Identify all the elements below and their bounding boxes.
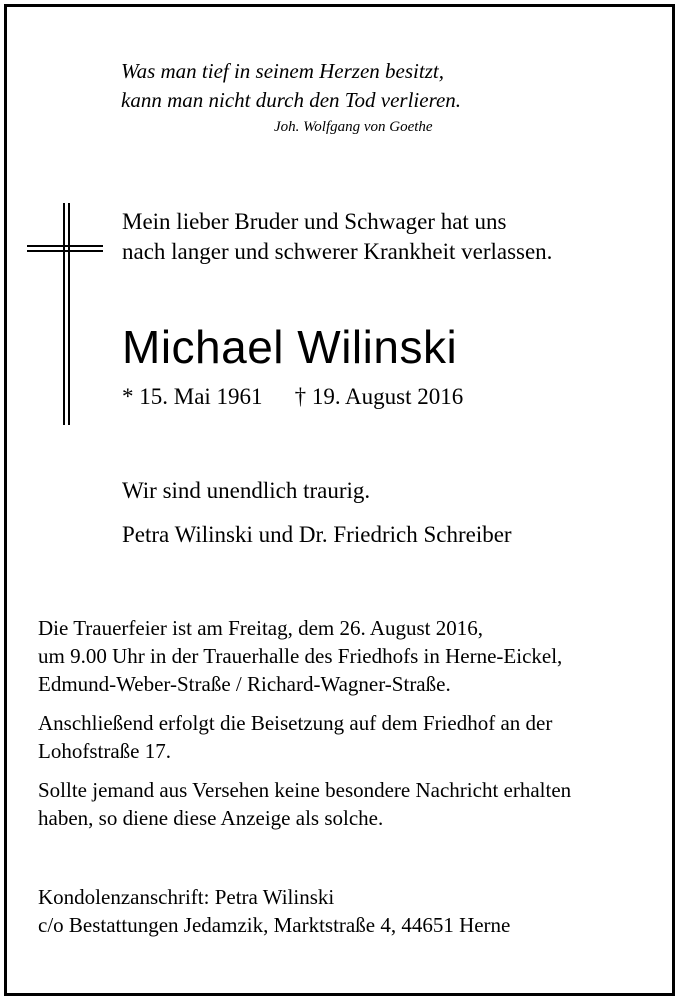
cross-horizontal-line bbox=[27, 245, 103, 247]
cross-horizontal-line bbox=[27, 250, 103, 252]
birth-date: * 15. Mai 1961 bbox=[122, 384, 263, 409]
intro-line: Mein lieber Bruder und Schwager hat uns bbox=[122, 209, 507, 234]
notice-line: Sollte jemand aus Versehen keine besondere Nachricht erhalten bbox=[38, 778, 572, 802]
mourners-names: Petra Wilinski und Dr. Friedrich Schreiber bbox=[122, 522, 512, 547]
deceased-name: Michael Wilinski bbox=[122, 321, 458, 373]
funeral-details bbox=[38, 603, 571, 843]
ceremony-line: Die Trauerfeier ist am Freitag, dem 26. August 2016, bbox=[38, 616, 484, 640]
notice-line: haben, so diene diese Anzeige als solche. bbox=[38, 806, 384, 830]
burial-line: Anschließend erfolgt die Beisetzung auf dem Friedhof an der bbox=[38, 711, 553, 735]
goethe-quote bbox=[121, 57, 461, 115]
quote-author: Joh. Wolfgang von Goethe bbox=[274, 119, 433, 135]
life-dates bbox=[122, 384, 463, 410]
contact-line: Kondolenzanschrift: Petra Wilinski bbox=[38, 885, 335, 909]
intro-text bbox=[122, 207, 552, 267]
obituary-notice bbox=[4, 4, 675, 996]
quote-line: kann man nicht durch den Tod verlieren. bbox=[121, 88, 462, 112]
quote-line: Was man tief in seinem Herzen besitzt, bbox=[121, 59, 444, 83]
condolence-address bbox=[38, 883, 510, 939]
cross-vertical-line bbox=[63, 203, 65, 425]
burial-line: Lohofstraße 17. bbox=[38, 739, 171, 763]
cross-vertical-line bbox=[68, 203, 70, 425]
cross-icon bbox=[27, 203, 103, 425]
contact-line: c/o Bestattungen Jedamzik, Marktstraße 4, 44651 Herne bbox=[38, 913, 511, 937]
intro-line: nach langer und schwerer Krankheit verlassen. bbox=[122, 239, 553, 264]
mourning-statement: Wir sind unendlich traurig. bbox=[122, 478, 371, 503]
death-date: † 19. August 2016 bbox=[294, 384, 464, 409]
ceremony-line: um 9.00 Uhr in der Trauerhalle des Friedhofs in Herne-Eickel, bbox=[38, 644, 563, 668]
ceremony-line: Edmund-Weber-Straße / Richard-Wagner-Straße. bbox=[38, 672, 451, 696]
